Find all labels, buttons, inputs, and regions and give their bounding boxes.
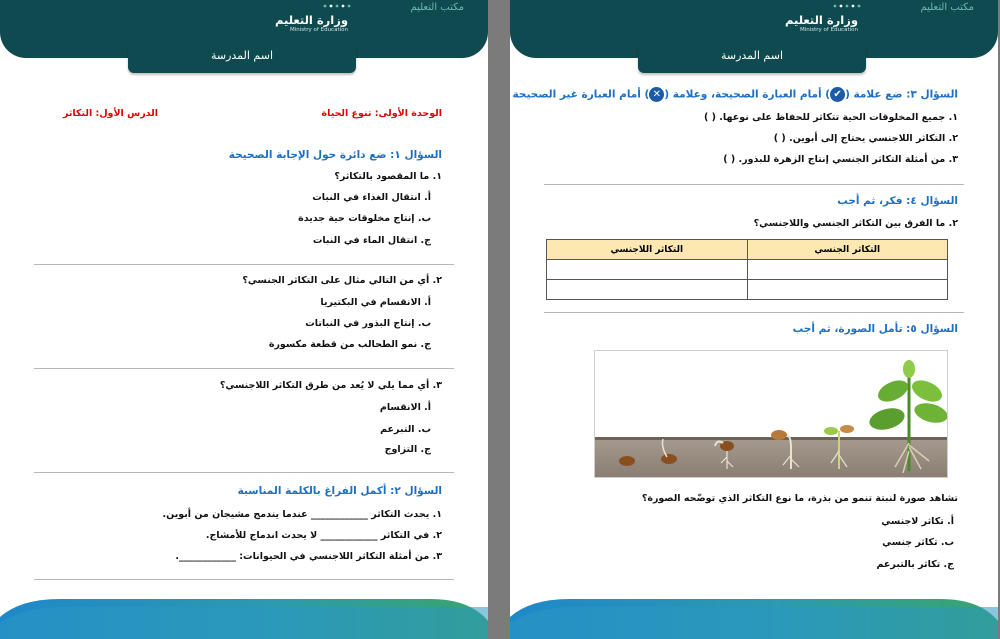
q1-item-2-option: أ. الانقسام في البكتيريا <box>320 297 431 308</box>
table-row <box>547 280 948 300</box>
q2-line: ٢. في التكاثر ____________ لا يحدث اندماج للأمشاج. <box>205 530 442 541</box>
ministry-name-en: Ministry of Education <box>289 27 348 33</box>
section-divider <box>34 579 454 580</box>
table-cell[interactable] <box>747 280 948 300</box>
lesson-title: الدرس الأول: التكاثر <box>62 108 158 119</box>
q1-item-3-option: أ. الانقسام <box>379 402 431 413</box>
q1-item-2: ٢. أي من التالي مثال على التكاثر الجنسي؟ <box>242 275 442 286</box>
school-name-tab: اسم المدرسة <box>128 43 356 73</box>
unit-title: الوحدة الأولى: تنوع الحياة <box>321 108 442 119</box>
ministry-logo <box>738 3 858 47</box>
q1-item-3: ٣. أي مما يلي لا يُعد من طرق التكاثر اللاجنسي؟ <box>219 380 442 391</box>
cross-icon: ✕ <box>649 87 664 102</box>
office-label: مكتب التعليم <box>410 2 464 13</box>
q4-title: السؤال ٤: فكر، ثم أجب <box>837 195 958 207</box>
logo-dots-icon <box>832 3 862 9</box>
seed-germination-illustration <box>595 351 947 477</box>
q1-item-2-option: ب. إنتاج البذور في النباتات <box>305 318 431 329</box>
q1-item-1-option: أ. انتقال الغذاء في النبات <box>312 192 431 203</box>
table-cell[interactable] <box>747 260 948 280</box>
q1-item-1-option: ج. انتقال الماء في النبات <box>312 235 431 246</box>
ministry-logo <box>228 3 348 47</box>
q5-title: السؤال ٥: تأمل الصورة، ثم أجب <box>792 323 958 335</box>
q5-option: ج. تكاثر بالتبرعم <box>876 559 954 570</box>
logo-dots-icon <box>322 3 352 9</box>
q3-title-part: ) أمام العبارة الصحيحة، وعلامة ( <box>664 88 831 101</box>
ministry-name-en: Ministry of Education <box>799 27 858 33</box>
office-label: مكتب التعليم <box>920 2 974 13</box>
section-divider <box>34 368 454 369</box>
school-name-tab: اسم المدرسة <box>638 43 866 73</box>
q1-title: السؤال ١: ضع دائرة حول الإجابة الصحيحة <box>228 149 442 161</box>
q1-item-3-option: ب. التبرعم <box>380 424 431 435</box>
q1-item-1-option: ب. إنتاج مخلوقات حية جديدة <box>298 213 431 224</box>
footer-wave <box>510 591 998 639</box>
q3-line: ٢. التكاثر اللاجنسي يحتاج إلى أبوين. ( ) <box>773 133 958 144</box>
ministry-name: وزارة التعليم <box>785 13 858 27</box>
table-cell[interactable] <box>547 280 748 300</box>
table-header-asexual: التكاثر اللاجنسي <box>547 240 748 260</box>
worksheet-page-right <box>510 0 998 639</box>
section-divider <box>544 184 964 185</box>
table-row <box>547 260 948 280</box>
plant-growth-image <box>594 350 948 478</box>
q2-line: ٣. من أمثلة التكاثر اللاجنسي في الحيوانات: ____________. <box>175 551 442 562</box>
section-divider <box>34 472 454 473</box>
footer-wave <box>0 591 488 639</box>
q1-item-1: ١. ما المقصود بالتكاثر؟ <box>334 171 442 182</box>
q3-line: ١. جميع المخلوقات الحية تتكاثر للحفاظ على نوعها. ( ) <box>704 112 958 123</box>
section-divider <box>34 264 454 265</box>
q3-line: ٣. من أمثلة التكاثر الجنسي إنتاج الزهرة للبذور. ( ) <box>723 154 958 165</box>
section-divider <box>544 312 964 313</box>
q5-option: أ. تكاثر لاجنسي <box>881 516 954 527</box>
q5-option: ب. تكاثر جنسي <box>882 537 954 548</box>
q2-line: ١. يحدث التكاثر ____________ عندما يندمج مشيجان من أبوين. <box>162 509 442 520</box>
q1-item-2-option: ج. نمو الطحالب من قطعة مكسورة <box>268 339 431 350</box>
table-cell[interactable] <box>547 260 748 280</box>
check-icon: ✔ <box>830 87 845 102</box>
q5-question: تشاهد صورة لنبتة تنمو من بذرة، ما نوع التكاثر الذي توضّحه الصورة؟ <box>641 493 958 504</box>
worksheet-page-left <box>0 0 488 639</box>
ministry-name: وزارة التعليم <box>275 13 348 27</box>
q2-title: السؤال ٢: أكمل الفراغ بالكلمة المناسبة <box>237 485 442 497</box>
q1-item-3-option: ج. التزاوج <box>384 444 431 455</box>
q3-title-part: السؤال ٣: ضع علامة ( <box>845 88 958 101</box>
comparison-table <box>546 239 948 300</box>
q4-question: ٢. ما الفرق بين التكاثر الجنسي واللاجنسي؟ <box>753 218 958 229</box>
table-header-sexual: التكاثر الجنسي <box>747 240 948 260</box>
q3-title-part: ) أمام العبارة غير الصحيحة <box>512 88 650 101</box>
q3-title <box>513 87 958 102</box>
